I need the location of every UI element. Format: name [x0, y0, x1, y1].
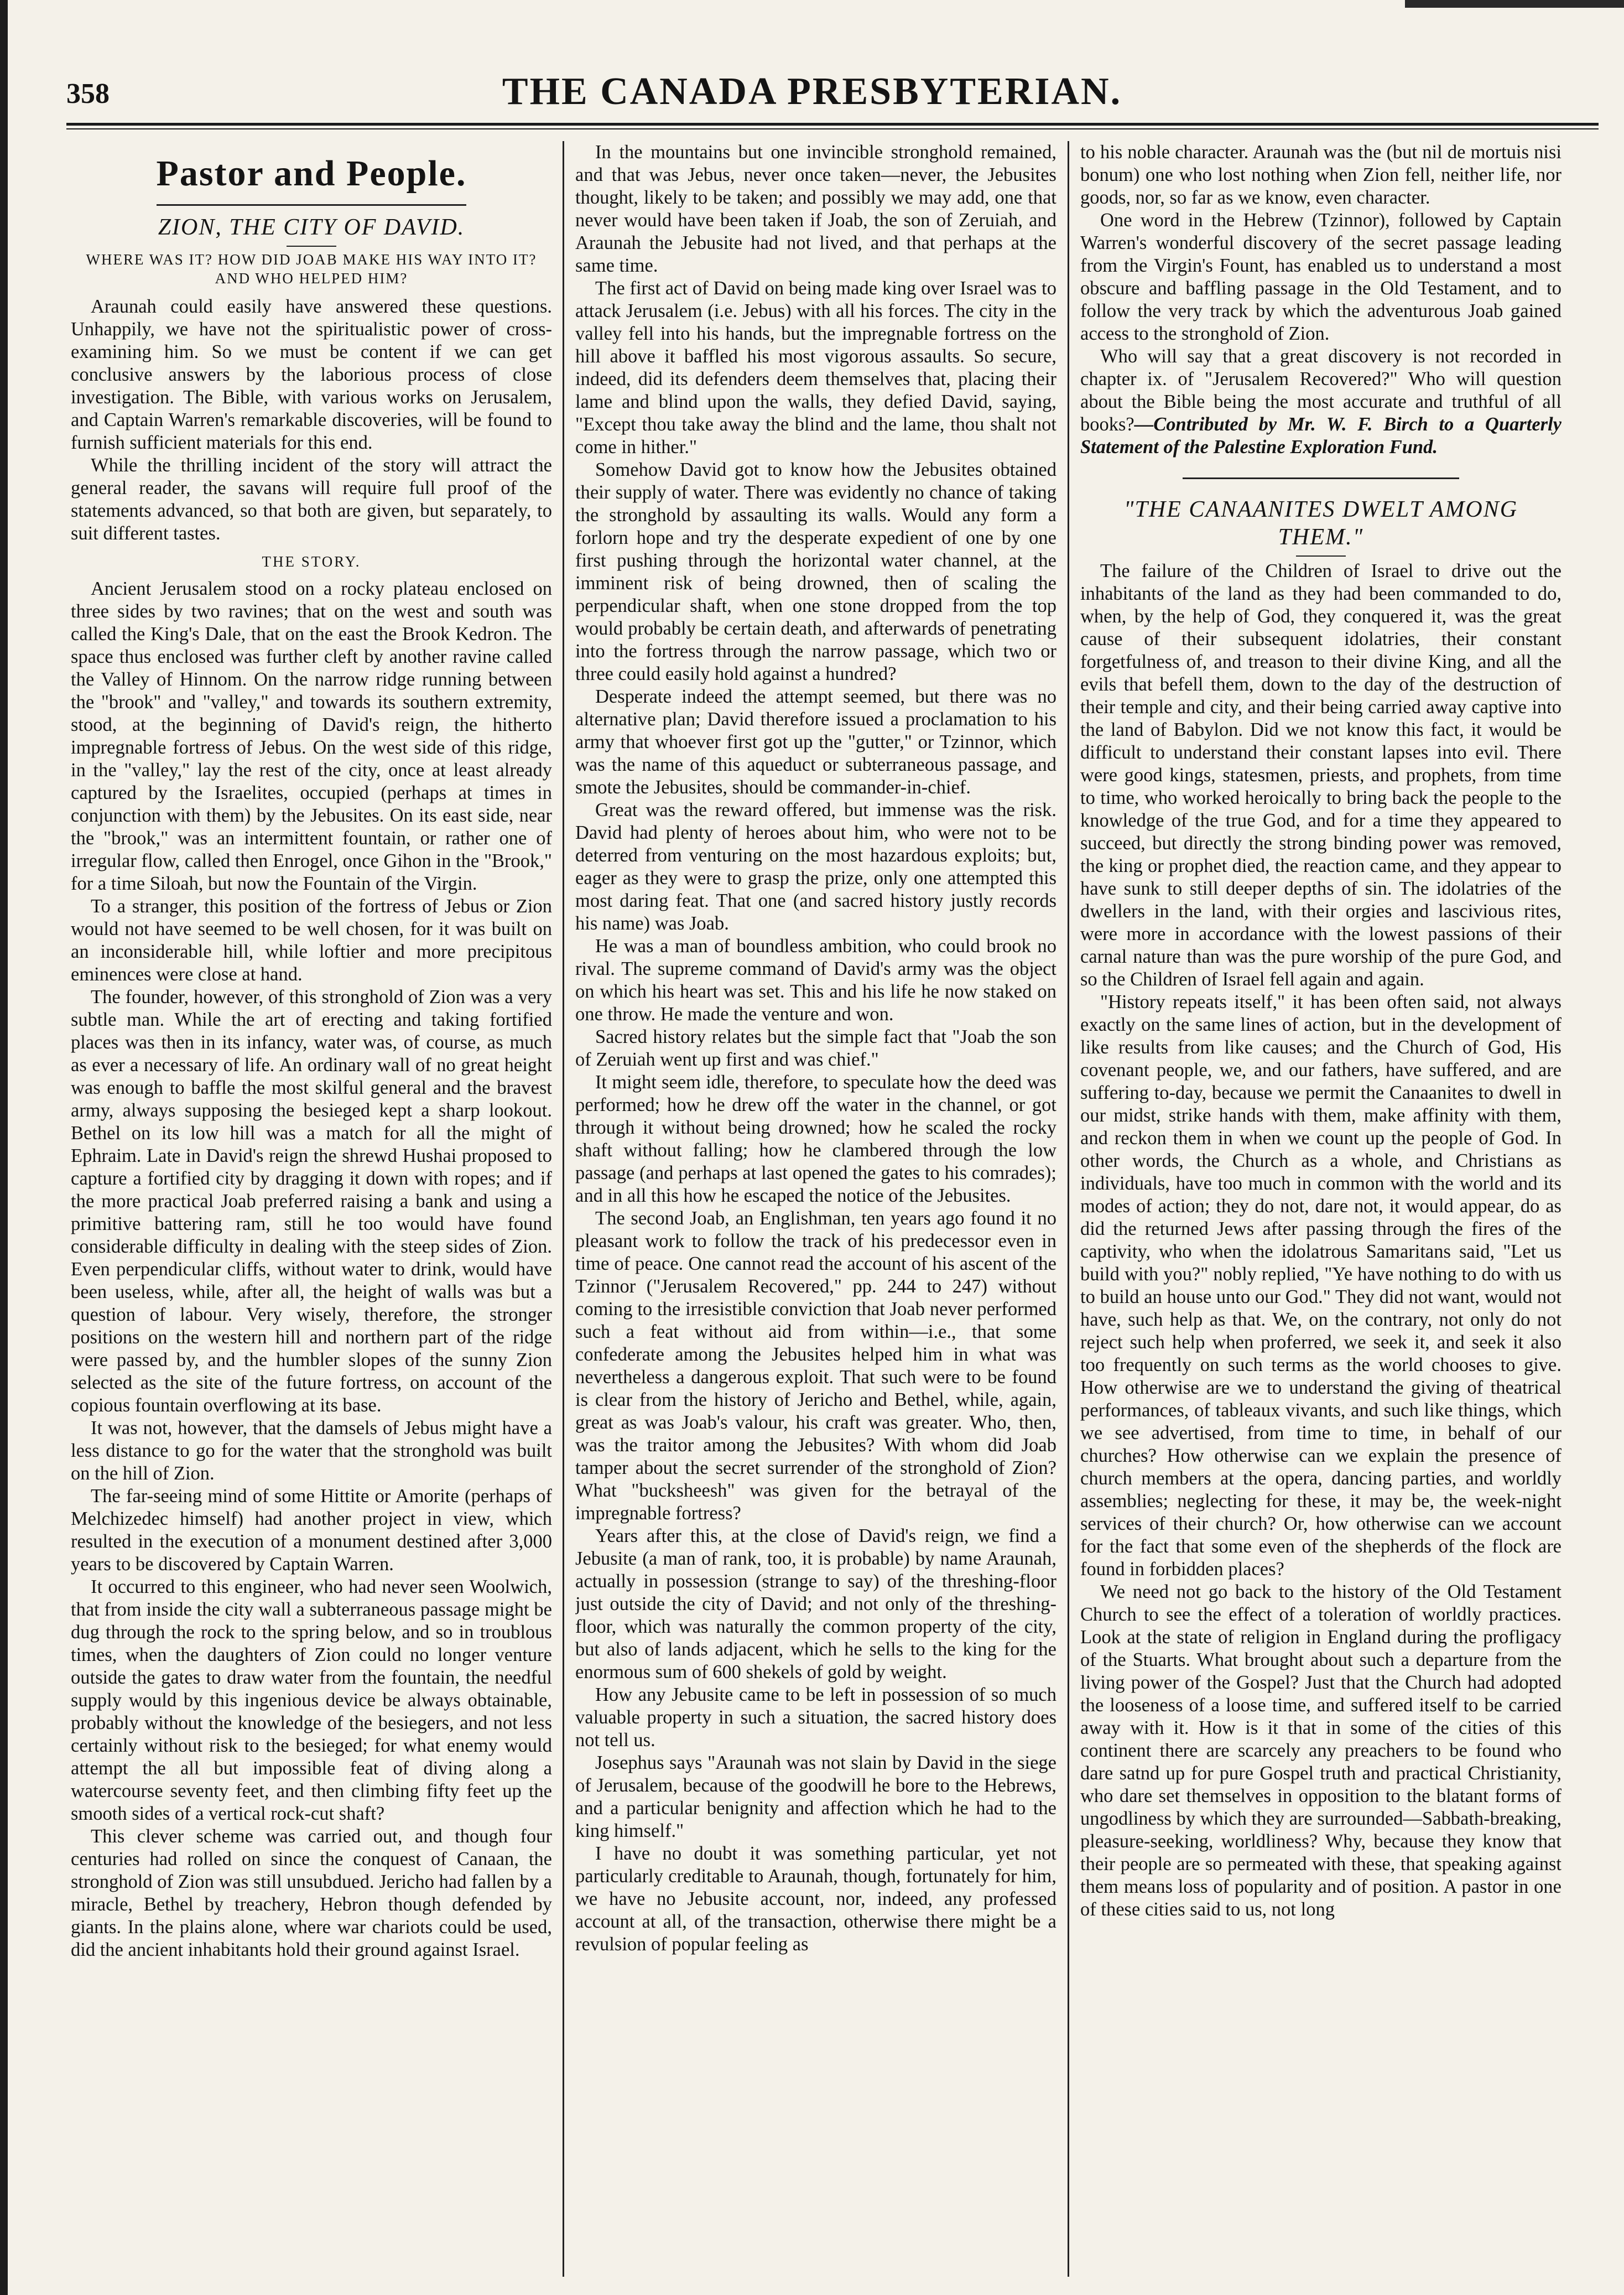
paragraph: While the thrilling incident of the story will attract the general reader, the savans will require full proof of the statements advanced, so that both are given, but separately, to suit different tastes. — [71, 455, 552, 544]
paragraph: We need not go back to the history of the Old Testament Church to see the effect of a toleration of worldly practices. Look at the state of religion in England during the profligacy of the Stuarts. What brought about such a departure from the living power of the Gospel? Just that the Church had adopted the looseness of a loose time, and suffered itself to be carried away with it. How is it that in some of the cities of this continent there are scarcely any preachers to be found who dare satnd up for pure Gospel truth and practical Christianity, who dare set themselves in opposition to the blatant forms of ungodliness by which they are surrounded—Sabbath-breaking, pleasure-seeking, worldliness? Why, because they know that their people are so permeated with these, that speaking against them means loss of popularity and of position. A pastor in one of these cities said to us, not long — [1080, 1581, 1561, 1920]
binding-edge — [0, 0, 8, 2295]
paragraph: In the mountains but one invincible stronghold remained, and that was Jebus, never once taken—never, the Jebusites thought, likely to be taken; and possibly we may add, one that never would have been taken if Joab, the son of Zeruiah, and Araunah the Jebusite had not lived, and that perhaps at the same time. — [575, 142, 1056, 276]
torn-edge-mark — [1405, 0, 1624, 8]
section-rule — [157, 204, 466, 206]
article-title: ZION, THE CITY OF DAVID. — [158, 215, 465, 240]
paragraph: to his noble character. Araunah was the (but nil de mortuis nisi bonum) one who lost nothing when Zion fell, neither life, nor goods, nor, so far as we know, even character. — [1080, 142, 1561, 208]
paragraph: Desperate indeed the attempt seemed, but there was no alternative plan; David therefore issued a proclamation to his army that whoever first got up the "gutter," or Tzinnor, which was the name of this aqueduct or subterraneous passage, and smote the Jebusites, should be commander-in-chief. — [575, 686, 1056, 798]
column-3 — [1080, 141, 1561, 2277]
paragraph: It was not, however, that the damsels of Jebus might have a less distance to go for the water that the stronghold was built on the hill of Zion. — [71, 1418, 552, 1484]
section-title: Pastor and People. — [156, 153, 467, 194]
paragraph: One word in the Hebrew (Tzinnor), followed by Captain Warren's wonderful discovery of the secret passage leading from the Virgin's Fount, has enabled us to understand a most obscure and baffling passage in the Old Testament, and to follow the very track by which the adventurous Joab gained access to the stronghold of Zion. — [1080, 210, 1561, 344]
paragraph-text: Who will say that a great discovery is not recorded in chapter ix. of "Jerusalem Recovered?" Who will question about the Bible being the most accurate and truthful of all books? — [1080, 346, 1561, 435]
column-rule-2 — [1068, 141, 1069, 2277]
paragraph: He was a man of boundless ambition, who could brook no rival. The supreme command of David's army was the object on which his heart was set. This and his life he now staked on one throw. He made the venture and won. — [575, 936, 1056, 1025]
article-divider — [1183, 477, 1459, 479]
article-deck: WHERE WAS IT? HOW DID JOAB MAKE HIS WAY INTO IT? AND WHO HELPED HIM? — [86, 251, 537, 287]
paragraph: This clever scheme was carried out, and though four centuries had rolled on since the conquest of Canaan, the stronghold of Zion was still unsubdued. Jericho had fallen by a miracle, Bethel by treachery, Hebron though defended by giants. In the plains alone, where war chariots could be used, did the ancient inhabitants hold their ground against Israel. — [71, 1826, 552, 1960]
paragraph: The failure of the Children of Israel to drive out the inhabitants of the land as they had been commanded to do, when, by the help of God, they conquered it, was the great cause of their subsequent idolatries, their constant forgetfulness of, and treason to their divine King, and all the evils that befell them, down to the day of the destruction of their temple and city, and their being carried away captive into the land of Babylon. Did we not know this fact, it would be difficult to understand their constant lapses into evil. There were good kings, statesmen, priests, and prophets, from time to time, who worked heroically to bring back the people to the knowledge of the true God, and for a time they appeared to succeed, but directly the strong binding power was removed, the king or prophet died, the reaction came, and they appear to have sunk to still deeper depths of sin. The idolatries of the dwellers in the land, with their orgies and lascivious rites, were more in accordance with the lowest passions of their carnal nature than was the pure worship of the pure God, and so the Children of Israel fell again and again. — [1080, 560, 1561, 990]
paragraph — [1080, 345, 1561, 459]
paragraph: To a stranger, this position of the fortress of Jebus or Zion would not have seemed to be well chosen, for it was built on an inconsiderable hill, while loftier and more precipitous eminences were close at hand. — [71, 896, 552, 985]
paragraph: Araunah could easily have answered these questions. Unhappily, we have not the spiritualistic power of cross-examining him. So we must be content if we can get conclusive answers by the laborious process of close investigation. The Bible, with various works on Jerusalem, and Captain Warren's remarkable discoveries, will be found to furnish sufficient materials for this end. — [71, 296, 552, 453]
paragraph: It might seem idle, therefore, to speculate how the deed was performed; how he drew off the water in the channel, or got through it without being drowned; how he scaled the rocky shaft without falling; how he clambered through the low passage (and perhaps at last opened the gates to his comrades); and in all this how he escaped the notice of the Jebusites. — [575, 1072, 1056, 1206]
paragraph: Great was the reward offered, but immense was the risk. David had plenty of heroes about him, who were not to be deterred from venturing on the most hazardous exploits; but, eager as they were to grasp the prize, only one attempted this most daring feat. That one (and sacred history justly records his name) was Joab. — [575, 799, 1056, 934]
page-number: 358 — [66, 78, 110, 110]
paragraph: Sacred history relates but the simple fact that "Joab the son of Zeruiah went up first and was chief." — [575, 1026, 1056, 1070]
paragraph: "History repeats itself," it has been often said, not always exactly on the same lines of action, but in the development of like results from like causes; and the Church of God, His covenant people, we, and our fathers, have suffered, and are suffering to-day, because we permit the Canaanites to dwell in our midst, strike hands with them, make affinity with them, and reckon them in when we count up the people of God. In other words, the Church as a whole, and Christians as individuals, have too much in common with the world and its modes of action; they do not, dare not, it would appear, do as did the returned Jews after passing through the fires of the captivity, who when the idolatrous Samaritans said, "Let us build with you?" nobly replied, "Ye have nothing to do with us to build an house unto our God." They did not want, would not have, such help as that. We, on the contrary, not only do not reject such help when proferred, we seek it, and seek it also too frequently on such terms as the world chooses to give. How otherwise are we to understand the giving of theatrical performances, of tableaux vivants, and such like things, which we see advertised, from time to time, in behalf of our churches? How otherwise can we explain the presence of church members at the opera, dancing parties, and worldly assemblies; neglecting for these, it may be, the week-night services of their church? Or, how otherwise can we account for the fact that some even of the shepherds of the flock are found in forbidden places? — [1080, 991, 1561, 1580]
column-1 — [71, 141, 552, 2277]
paragraph: Years after this, at the close of David's reign, we find a Jebusite (a man of rank, too, it is probable) by name Araunah, actually in possession (strange to say) of the threshing-floor just outside the city of David; and not only of the threshing-floor, which was naturally the common property of the city, but also of lands adjacent, which he sells to the king for the enormous sum of 600 shekels of gold by weight. — [575, 1525, 1056, 1683]
title-rule — [1296, 555, 1346, 557]
header-rule-thick — [66, 123, 1599, 126]
paragraph: The first act of David on being made king over Israel was to attack Jerusalem (i.e. Jebus) with all his forces. The city in the valley fell into his hands, but the impregnable fortress on the hill above it baffled his most vigorous assaults. So secure, indeed, did its defenders deem themselves that, placing their lame and blind upon the walls, they defied David, saying, "Except thou take away the blind and the lame, thou shalt not come in hither." — [575, 278, 1056, 458]
article-title: "THE CANAANITES DWELT AMONG THEM." — [1123, 497, 1518, 550]
subhead-the-story: THE STORY. — [262, 553, 361, 570]
paragraph: How any Jebusite came to be left in possession of so much valuable property in such a situation, the sacred history does not tell us. — [575, 1684, 1056, 1751]
paragraph: The second Joab, an Englishman, ten years ago found it no pleasant work to follow the track of his predecessor even in time of peace. One cannot read the account of his ascent of the Tzinnor ("Jerusalem Recovered," pp. 244 to 247) without coming to the irresistible conviction that Joab never performed such a feat without aid from within—i.e., that some confederate among the Jebusites helped him in what was nevertheless a dangerous exploit. That such were to be found is clear from the history of Jericho and Bethel, while, again, great as was Joab's valour, his craft was greater. Who, then, was the traitor among the Jebusites? With whom did Joab tamper about the secret surrender of the stronghold of Zion? What "bucksheesh" was given for the betrayal of the impregnable fortress? — [575, 1208, 1056, 1524]
paragraph: Josephus says "Araunah was not slain by David in the siege of Jerusalem, because of the goodwill he bore to the Hebrews, and a particular benignity and affection which he had to the king himself." — [575, 1752, 1056, 1841]
paragraph: It occurred to this engineer, who had never seen Woolwich, that from inside the city wall a subterraneous passage might be dug through the rock to the spring below, and so in troublous times, when the daughters of Zion could no longer venture outside the gates to draw water from the fountain, the needful supply would by this ingenious device be always obtainable, probably without the knowledge of the besiegers, and not less certainly without risk to the besieged; for what enemy would attempt the all but impossible feat of diving along a watercourse seventy feet, and then climbing fifty feet up the smooth sides of a vertical rock-cut shaft? — [71, 1576, 552, 1824]
paragraph: The far-seeing mind of some Hittite or Amorite (perhaps of Melchizedec himself) had another project in view, which resulted in the execution of a monument destined after 3,000 years to be discovered by Captain Warren. — [71, 1486, 552, 1575]
journal-title: THE CANADA PRESBYTERIAN. — [502, 70, 1122, 113]
paragraph: Somehow David got to know how the Jebusites obtained their supply of water. There was evidently no chance of taking the stronghold by assaulting its walls. Would any form a forlorn hope and try the desperate expedient of one by one first pushing through the horizontal water channel, at the imminent risk of being drowned, then of scaling the perpendicular shaft, when one stone dropped from the top would probably be certain death, and afterwards of penetrating into the fortress through the narrow passage, which two or three could easily hold against a hundred? — [575, 459, 1056, 684]
column-2 — [575, 141, 1056, 2277]
paragraph: Ancient Jerusalem stood on a rocky plateau enclosed on three sides by two ravines; that on the west and south was called the King's Dale, that on the east the Brook Kedron. The space thus enclosed was further cleft by another ravine called the Valley of Hinnom. On the narrow ridge running between the "brook" and "valley," and towards its southern extremity, stood, at the beginning of David's reign, the hitherto impregnable fortress of Jebus. On the west side of this ridge, in the "valley," lay the rest of the city, once at least already captured by the Israelites, occupied (perhaps at times in conjunction with them) by the Jebusites. On its east side, near the "brook," was an intermittent fountain, or rather one of irregular flow, called then Enrogel, once Gihon in the "Brook," for a time Siloah, but now the Fountain of the Virgin. — [71, 578, 552, 894]
header-rule-thin — [66, 128, 1599, 129]
paragraph: I have no doubt it was something particular, yet not particularly creditable to Araunah, though, fortunately for him, we have no Jebusite account, nor, indeed, any professed account at all, of the transaction, otherwise there might be a revulsion of popular feeling as — [575, 1843, 1056, 1955]
column-rule-1 — [563, 141, 564, 2277]
paragraph: The founder, however, of this stronghold of Zion was a very subtle man. While the art of erecting and taking fortified places was then in its infancy, water was, of course, as much as ever a necessary of life. An ordinary wall of no great height was enough to baffle the most skilful general and the bravest army, always supposing the besieged kept a sharp lookout. Bethel on its low hill was a match for all the might of Ephraim. Late in David's reign the shrewd Hushai proposed to capture a fortified city by dragging it down with ropes; and if the more practical Joab preferred raising a bank and using a primitive battering ram, still he too would have found considerable difficulty in dealing with the steep sides of Zion. Even perpendicular cliffs, without water to drink, would have been useless, while, after all, the height of walls was but a question of labour. Very wisely, therefore, the stronger positions on the western hill and northern part of the ridge were passed by, and the humbler slopes of the sunny Zion selected as the site of the future fortress, on account of the copious fountain overflowing at its base. — [71, 986, 552, 1416]
title-rule — [287, 246, 336, 247]
article-credit: —Contributed by Mr. W. F. Birch to a Quarterly Statement of the Palestine Exploration Fund. — [1080, 414, 1561, 458]
page-header — [0, 66, 1624, 122]
